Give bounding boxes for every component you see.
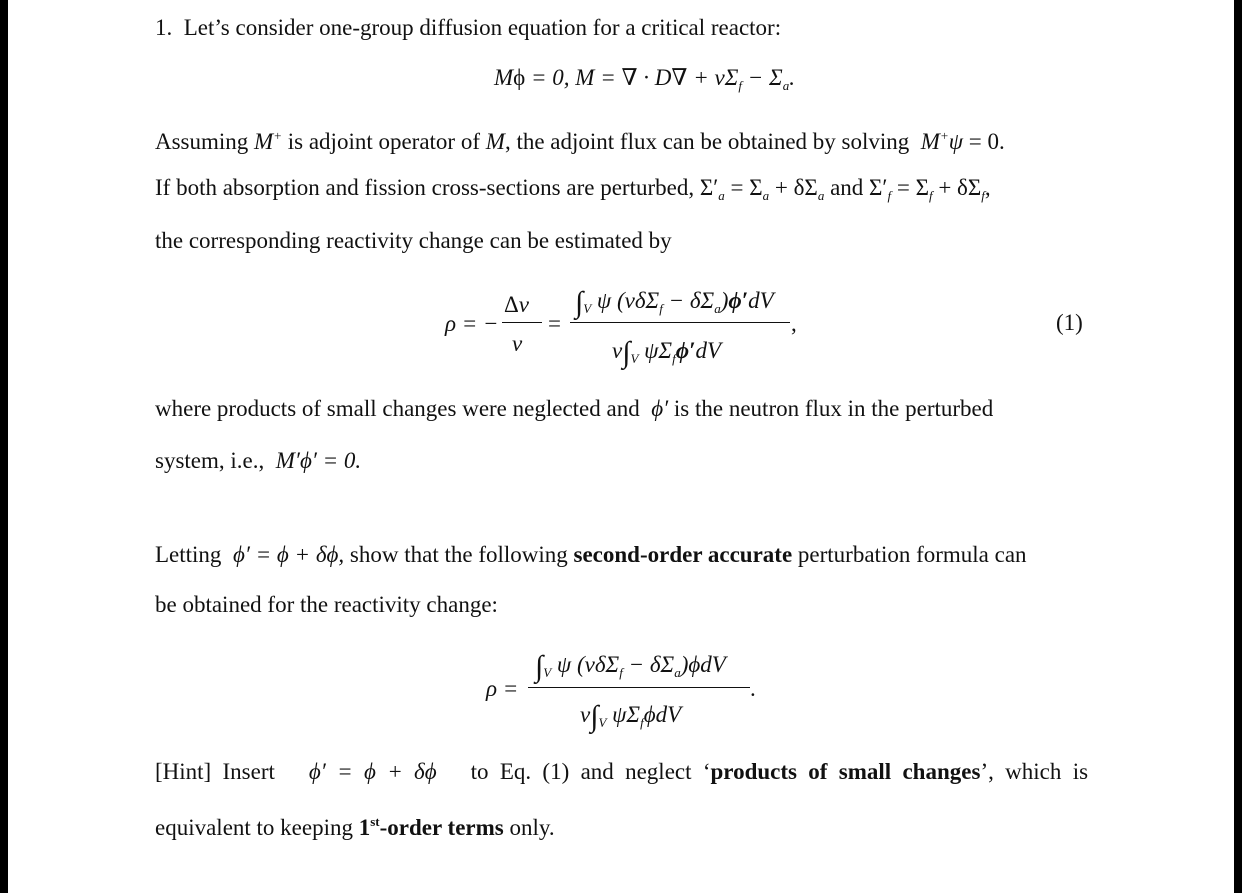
letting-equation: ϕ′ = ϕ + δϕ, — [232, 542, 345, 567]
eq2-fraction-bar — [528, 687, 750, 688]
perturb-and: and — [830, 175, 864, 200]
letting-sentence — [155, 540, 1027, 570]
problem-number: 1. — [155, 15, 173, 40]
show-text-a: show that the following — [349, 542, 568, 567]
perturbation-sentence — [155, 173, 991, 211]
neglect-text-b: is the neutron flux in the perturbed — [673, 396, 994, 421]
neglect-text-a: where products of small changes were neglected and — [155, 396, 640, 421]
eq1-lhs: ρ = − — [445, 311, 499, 336]
hint-equation: ϕ′ = ϕ + δϕ — [308, 759, 437, 784]
system-text: system, i.e., — [155, 448, 265, 473]
perturb-text: If both absorption and fission cross-sections are perturbed, — [155, 175, 695, 200]
problem-intro: Let’s consider one-group diffusion equation for a critical reactor: — [183, 15, 782, 40]
hint-text-b: ’, which is — [980, 759, 1089, 784]
hint-bold: products of small changes — [710, 759, 981, 784]
eq1-equals: = — [548, 311, 561, 336]
eq1-delta-nu: Δν — [504, 292, 530, 317]
reactivity-text: the corresponding reactivity change can be estimated by — [155, 228, 672, 253]
adjoint-mid: is adjoint operator of — [287, 129, 481, 154]
show-bold: second-order accurate — [573, 542, 793, 567]
adjoint-operator: M+ — [254, 128, 282, 154]
eq2-denominator: $\nu\int_V$ $\psi\Sigma_f\phi dV$ — [580, 700, 682, 733]
equiv-text-b: only. — [509, 815, 555, 840]
problem-heading — [155, 13, 781, 43]
adjoint-prefix: Assuming — [155, 129, 249, 154]
neglect-sentence — [155, 394, 993, 424]
perturb-eq-f: $\Sigma'_f = \Sigma_f + \delta\Sigma_f$, — [869, 175, 991, 203]
letting-text: Letting — [155, 542, 222, 567]
document-page — [8, 0, 1234, 893]
show-text-b: perturbation formula can — [797, 542, 1027, 567]
equiv-bold: 1st-order terms — [358, 814, 504, 840]
obtained-text: be obtained for the reactivity change: — [155, 592, 498, 617]
system-sentence — [155, 446, 361, 476]
equivalent-sentence — [155, 807, 555, 843]
eq1-small-fraction-bar — [502, 322, 542, 323]
eq1-nu: ν — [512, 331, 523, 356]
eq1-fraction-bar — [570, 322, 790, 323]
perturb-eq-a: $\Sigma'_a = \Sigma_a + \delta\Sigma_a$ — [699, 175, 825, 203]
adjoint-m: M — [485, 129, 505, 154]
eq1-numerator: $\int_V$ ψ $(\nu\delta\Sigma_f - \delta\Sigma_a)\phi'dV$ — [575, 286, 774, 319]
eq1-tag: (1) — [1056, 310, 1083, 335]
adjoint-sentence — [155, 121, 1005, 157]
diffusion-equation — [494, 63, 795, 101]
eq1-comma: , — [791, 311, 797, 336]
equiv-text-a: equivalent to keeping — [155, 815, 353, 840]
hint-sentence — [155, 757, 1088, 787]
diffusion-equation-text: Mϕ = 0, M = ∇ · $D\nabla + \nu\Sigma_f - \Sigma_a$. — [494, 65, 795, 93]
adjoint-equation: M+ψ = 0. — [920, 128, 1005, 154]
hint-text-a: to Eq. (1) and neglect ‘ — [470, 759, 711, 784]
eq2-lhs: ρ = — [486, 676, 519, 701]
adjoint-suffix: , the adjoint flux can be obtained by solving — [504, 129, 910, 154]
eq2-numerator: $\int_V$ ψ $(\nu\delta\Sigma_f - \delta\Sigma_a)\phi dV$ — [535, 650, 726, 683]
hint-label: [Hint] Insert — [155, 759, 275, 784]
system-equation: M′ϕ′ = 0. — [275, 448, 362, 473]
neglect-phi: ϕ′ — [651, 396, 669, 421]
eq1-denominator: $\nu\int_V$ $\psi\Sigma_f\phi'dV$ — [612, 336, 722, 369]
eq2-period: . — [750, 676, 756, 701]
obtained-sentence — [155, 590, 498, 620]
reactivity-sentence — [155, 226, 672, 256]
